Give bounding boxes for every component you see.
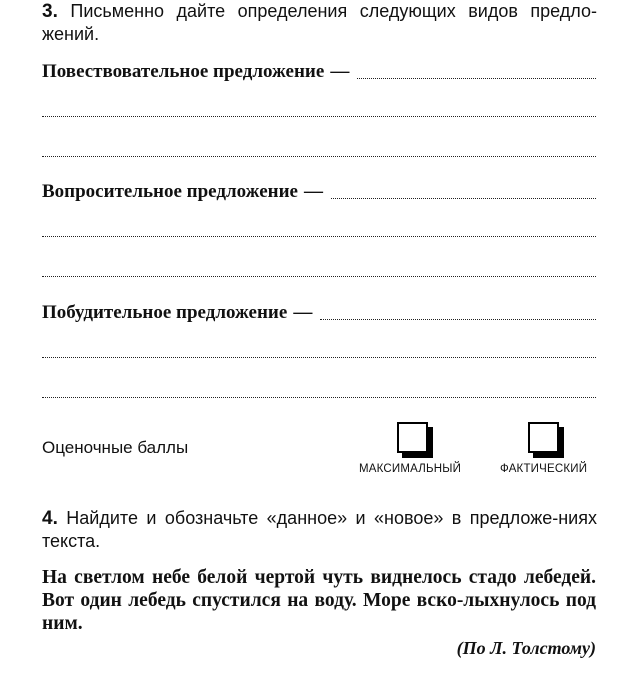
definition-dash: — — [303, 181, 323, 202]
score-label: Оценочные баллы — [42, 438, 189, 457]
task-4-heading — [42, 507, 597, 552]
definition-dash: — — [330, 61, 350, 82]
task-3-heading — [42, 0, 597, 45]
answer-line[interactable] — [42, 116, 596, 117]
answer-line[interactable] — [42, 156, 596, 157]
answer-line[interactable] — [42, 236, 596, 237]
max-score-box[interactable] — [397, 422, 428, 453]
task-4-text: Найдите и обозначьте «данное» и «новое» в предложе-ниях текста. — [42, 508, 597, 551]
passage-attribution: (По Л. Толстому) — [456, 638, 596, 658]
answer-line[interactable] — [42, 276, 596, 277]
max-score-caption: МАКСИМАЛЬНЫЙ — [359, 463, 462, 475]
task-3-text: Письменно дайте определения следующих видов предло-жений. — [42, 1, 597, 44]
definition-label-imperative: Побудительное предложение — [42, 302, 288, 323]
answer-line[interactable] — [42, 397, 596, 398]
passage-text: На светлом небе белой чертой чуть виднелось стадо лебедей. Вот один лебедь спустился на воду. Море вско-лыхнулось под ним. — [42, 567, 596, 634]
definition-row-interrogative — [42, 181, 596, 203]
answer-line[interactable] — [320, 318, 596, 320]
actual-score-box[interactable] — [528, 422, 559, 453]
task-4-number: 4. — [42, 508, 58, 529]
definition-dash: — — [293, 302, 313, 323]
actual-score-caption: ФАКТИЧЕСКИЙ — [500, 463, 588, 475]
answer-line[interactable] — [331, 197, 596, 199]
definition-label-interrogative: Вопросительное предложение — [42, 181, 298, 202]
answer-line[interactable] — [42, 357, 596, 358]
definition-row-narrative — [42, 61, 596, 83]
definition-label-narrative: Повествовательное предложение — [42, 61, 325, 82]
task-3-number: 3. — [42, 1, 58, 22]
definition-row-imperative — [42, 302, 596, 324]
answer-line[interactable] — [357, 77, 596, 79]
